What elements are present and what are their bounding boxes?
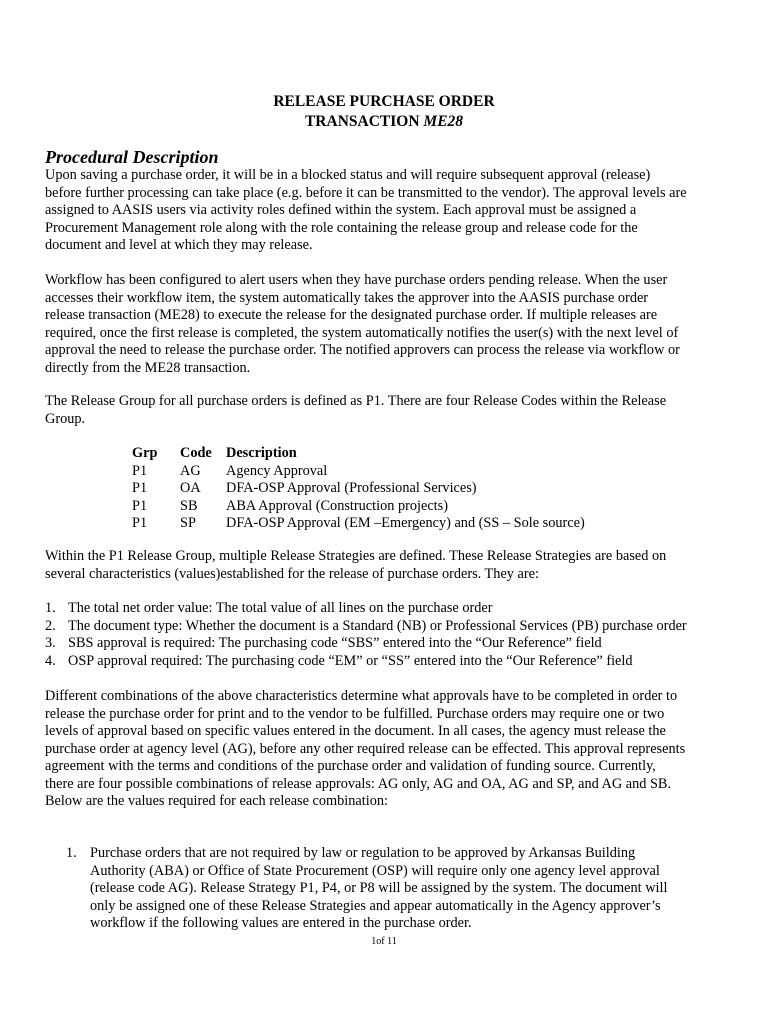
cell-grp: P1: [132, 462, 148, 479]
cell-description: DFA-OSP Approval (Professional Services): [226, 480, 477, 496]
column-header-code: Code: [180, 445, 212, 461]
page-number: 1of 11: [371, 936, 397, 947]
paragraph-line: directly from the ME28 transaction.: [45, 359, 251, 376]
section-heading: Procedural Description: [45, 147, 219, 167]
paragraph-line: Different combinations of the above characteristics determine what approvals have to be completed in order to: [45, 688, 678, 704]
cell-description: Agency Approval: [226, 462, 328, 479]
paragraph-line: Within the P1 Release Group, multiple Release Strategies are defined. These Release Strategies are based on: [45, 548, 667, 564]
paragraph-line: Upon saving a purchase order, it will be in a blocked status and will require subsequent approval (release): [45, 167, 651, 183]
column-header-description: Description: [226, 445, 297, 461]
list-number: 1.: [45, 600, 56, 616]
table-row: [132, 463, 585, 481]
paragraph-1: [45, 167, 735, 255]
table-row: [132, 498, 585, 516]
cell-code: AG: [180, 462, 201, 479]
paragraph-line: approval the need to release the purchase order. The notified approvers can process the release via workflow or: [45, 342, 680, 358]
title-line-1: RELEASE PURCHASE ORDER: [273, 93, 495, 110]
paragraph-line: Purchase orders that are not required by law or regulation to be approved by Arkansas Building: [90, 845, 636, 861]
list-text: SBS approval is required: The purchasing code “SBS” entered into the “Our Reference” field: [68, 635, 602, 651]
list-number: 4.: [45, 652, 56, 669]
cell-grp: P1: [132, 497, 148, 514]
list-text: The document type: Whether the document is a Standard (NB) or Professional Services (PB) purchase order: [68, 617, 687, 634]
list-item: [45, 635, 687, 653]
table-row: [132, 515, 585, 533]
cell-description: DFA-OSP Approval (EM –Emergency) and (SS – Sole source): [226, 515, 585, 531]
title-line-2-prefix: TRANSACTION: [304, 113, 424, 130]
list-item: [45, 600, 687, 618]
paragraph-line: Group.: [45, 410, 86, 427]
paragraph-line: The Release Group for all purchase orders is defined as P1. There are four Release Codes within the Release: [45, 393, 667, 409]
list-text: The total net order value: The total value of all lines on the purchase order: [68, 600, 493, 616]
paragraph-line: agreement with the terms and conditions of the purchase order and validation of funding source. Currently,: [45, 758, 656, 774]
list-text: OSP approval required: The purchasing code “EM” or “SS” entered into the “Our Reference” field: [68, 652, 633, 669]
paragraph-line: workflow if the following values are entered in the purchase order.: [90, 915, 472, 931]
cell-grp: P1: [132, 515, 148, 531]
paragraph-line: before further processing can take place (e.g. before it can be transmitted to the vendor). The approval levels are: [45, 184, 687, 201]
cell-description: ABA Approval (Construction projects): [226, 497, 448, 514]
list-number: 1.: [66, 845, 77, 861]
paragraph-line: accesses their workflow item, the system automatically takes the approver into the AASIS purchase order: [45, 289, 649, 306]
combination-item-text: [90, 845, 730, 933]
list-item: [45, 653, 687, 671]
cell-code: SP: [180, 515, 196, 531]
paragraph-line: levels of approval based on specific values entered in the document. In all cases, the agency must release the: [45, 723, 666, 739]
cell-grp: P1: [132, 480, 148, 496]
paragraph-line: Workflow has been configured to alert users when they have purchase orders pending release. When the user: [45, 272, 668, 288]
cell-code: OA: [180, 480, 201, 496]
paragraph-line: Authority (ABA) or Office of State Procurement (OSP) will require only one agency level approval: [90, 862, 660, 879]
cell-code: SB: [180, 497, 198, 514]
paragraph-line: (release code AG). Release Strategy P1, P4, or P8 will be assigned by the system. The document will: [90, 880, 668, 896]
paragraph-line: only be assigned one of these Release Strategies and appear automatically in the Agency approver’s: [90, 897, 661, 914]
paragraph-line: purchase order at agency level (AG), before any other required release can be effected. This approval represents: [45, 740, 686, 757]
column-header-grp: Grp: [132, 445, 158, 461]
paragraph-line: several characteristics (values)established for the release of purchase orders. They are:: [45, 565, 539, 582]
paragraph-line: document and level at which they may release.: [45, 237, 313, 253]
release-codes-table: [132, 445, 585, 533]
paragraph-line: release transaction (ME28) to execute the release for the designated purchase order. If multiple releases are: [45, 307, 658, 323]
paragraph-line: there are four possible combinations of release approvals: AG only, AG and OA, AG and SP, and AG and SB.: [45, 775, 672, 792]
paragraph-line: release the purchase order for print and to the vendor to be fulfilled. Purchase orders may require one or two: [45, 705, 665, 722]
paragraph-line: Procurement Management role along with the role containing the release group and release code for the: [45, 219, 638, 236]
list-item: [45, 618, 687, 636]
paragraph-5: [45, 688, 735, 811]
title-line-2: [0, 112, 768, 132]
characteristics-list: [45, 600, 687, 670]
paragraph-3: [45, 393, 735, 428]
paragraph-2: [45, 272, 735, 377]
list-number: 3.: [45, 635, 56, 651]
list-number: 2.: [45, 617, 56, 634]
table-header-row: [132, 445, 585, 463]
paragraph-4: [45, 548, 735, 583]
transaction-code: ME28: [423, 113, 464, 130]
table-row: [132, 480, 585, 498]
paragraph-line: assigned to AASIS users via activity roles defined within the system. Each approval must be assigned a: [45, 202, 637, 218]
paragraph-line: required, once the first release is completed, the system automatically notifies the user(s) with the next level of: [45, 324, 679, 341]
paragraph-line: Below are the values required for each release combination:: [45, 793, 388, 809]
